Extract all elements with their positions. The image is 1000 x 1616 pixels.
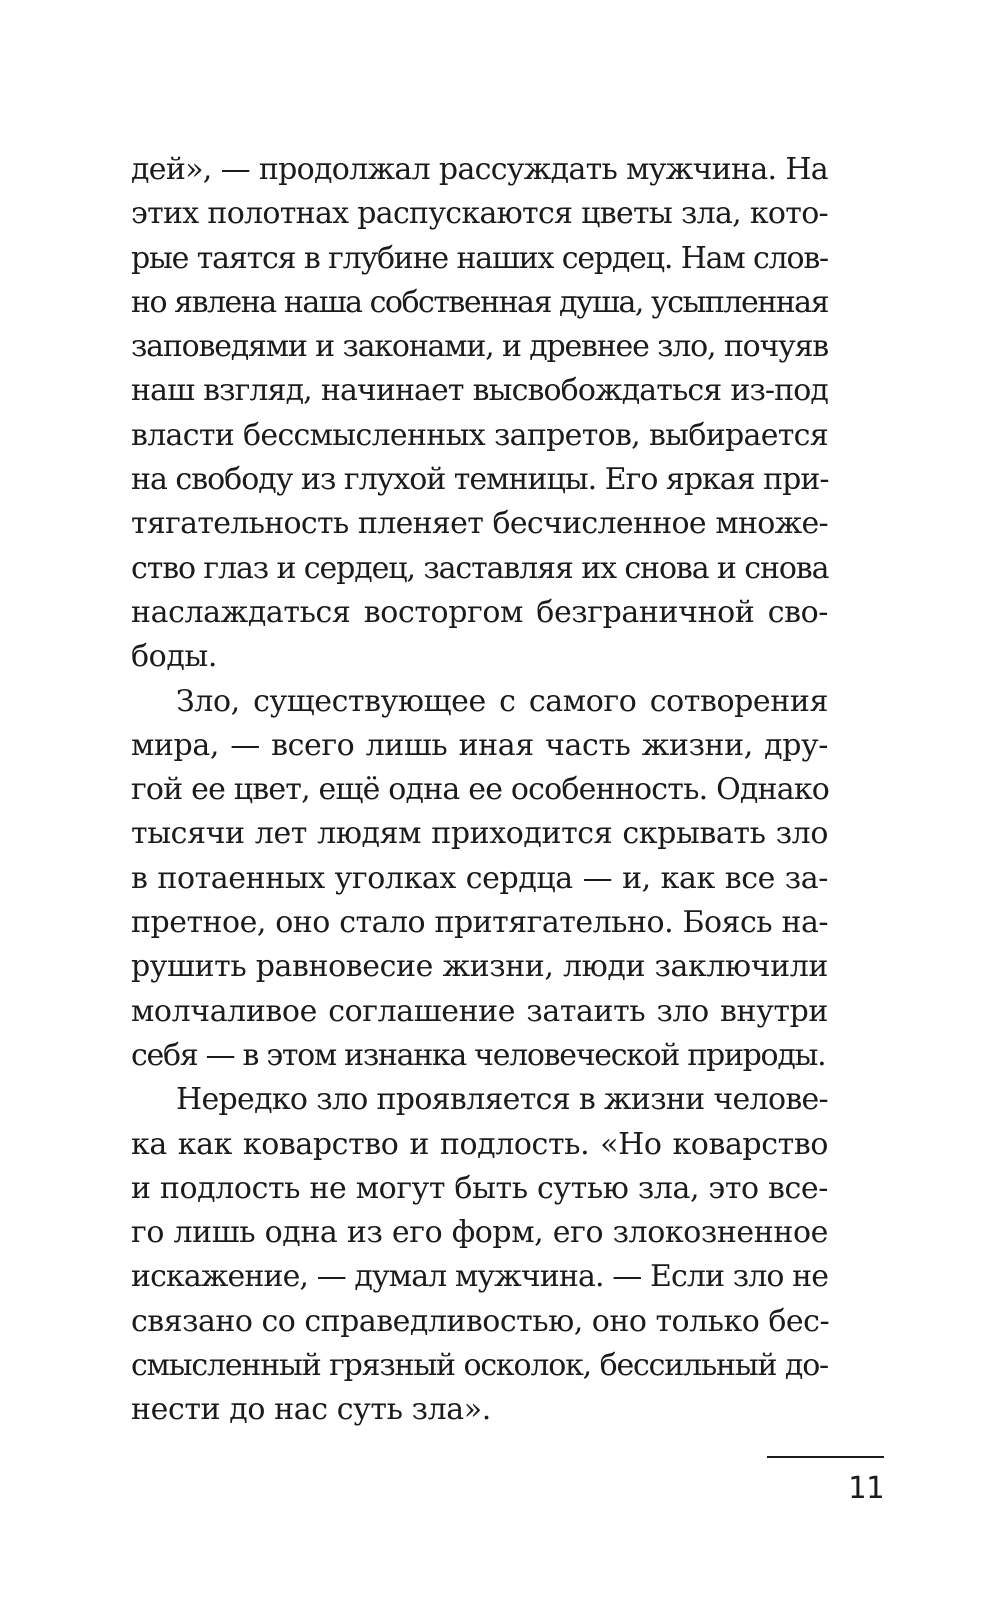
text-line: го лишь одна из его форм, его злокозненное bbox=[131, 1215, 828, 1251]
text-line: рушить равновесие жизни, люди заключили bbox=[131, 949, 828, 985]
text-line: наслаждаться восторгом безграничной сво- bbox=[131, 594, 828, 630]
text-line: власти бессмысленных запретов, выбирается bbox=[131, 417, 828, 453]
text-line: но явлена наша собственная душа, усыпленная bbox=[131, 284, 828, 320]
text-line: тягательность пленяет бесчисленное множе- bbox=[131, 506, 828, 542]
paragraph-2 bbox=[131, 680, 828, 1079]
text-line: Нередко зло проявляется в жизни челове- bbox=[176, 1082, 828, 1118]
text-line: гой ее цвет, ещё одна ее особенность. Однако bbox=[131, 772, 830, 808]
text-line: нести до нас суть зла». bbox=[131, 1392, 491, 1428]
text-line: в потаенных уголках сердца — и, как все за- bbox=[131, 860, 828, 896]
text-line: на свободу из глухой темницы. Его яркая при- bbox=[131, 462, 829, 498]
text-line: тысячи лет людям приходится скрывать зло bbox=[131, 816, 828, 852]
text-line: ка как коварство и подлость. «Но коварство bbox=[131, 1126, 828, 1162]
text-line: искажение, — думал мужчина. — Если зло не bbox=[131, 1259, 829, 1295]
paragraph-1 bbox=[131, 148, 828, 680]
text-line: дей», — продолжал рассуждать мужчина. На bbox=[131, 152, 828, 187]
text-line: смысленный грязный осколок, бессильный до- bbox=[131, 1348, 828, 1384]
footer-rule bbox=[767, 1456, 884, 1458]
paragraph-3 bbox=[131, 1078, 828, 1432]
text-line: себя — в этом изнанка человеческой природы. bbox=[131, 1037, 826, 1073]
text-line: ство глаз и сердец, заставляя их снова и снова bbox=[131, 550, 829, 586]
text-line: рые таятся в глубине наших сердец. Нам слов- bbox=[131, 240, 828, 276]
text-line: мира, — всего лишь иная часть жизни, дру- bbox=[131, 727, 828, 763]
text-line: претное, оно стало притягательно. Боясь на- bbox=[131, 905, 828, 941]
page-number: 11 bbox=[847, 1471, 884, 1506]
body-text bbox=[131, 148, 828, 1433]
text-line: наш взгляд, начинает высвобождаться из-под bbox=[131, 373, 828, 409]
text-line: боды. bbox=[131, 639, 218, 675]
text-line: и подлость не могут быть сутью зла, это все- bbox=[131, 1170, 828, 1206]
text-line: Зло, существующее с самого сотворения bbox=[176, 683, 828, 719]
text-line: молчаливое соглашение затаить зло внутри bbox=[131, 993, 828, 1029]
text-line: заповедями и законами, и древнее зло, почуяв bbox=[131, 329, 828, 365]
text-line: связано со справедливостью, оно только бес- bbox=[131, 1303, 830, 1339]
text-line: этих полотнах распускаются цветы зла, кото- bbox=[131, 196, 828, 232]
